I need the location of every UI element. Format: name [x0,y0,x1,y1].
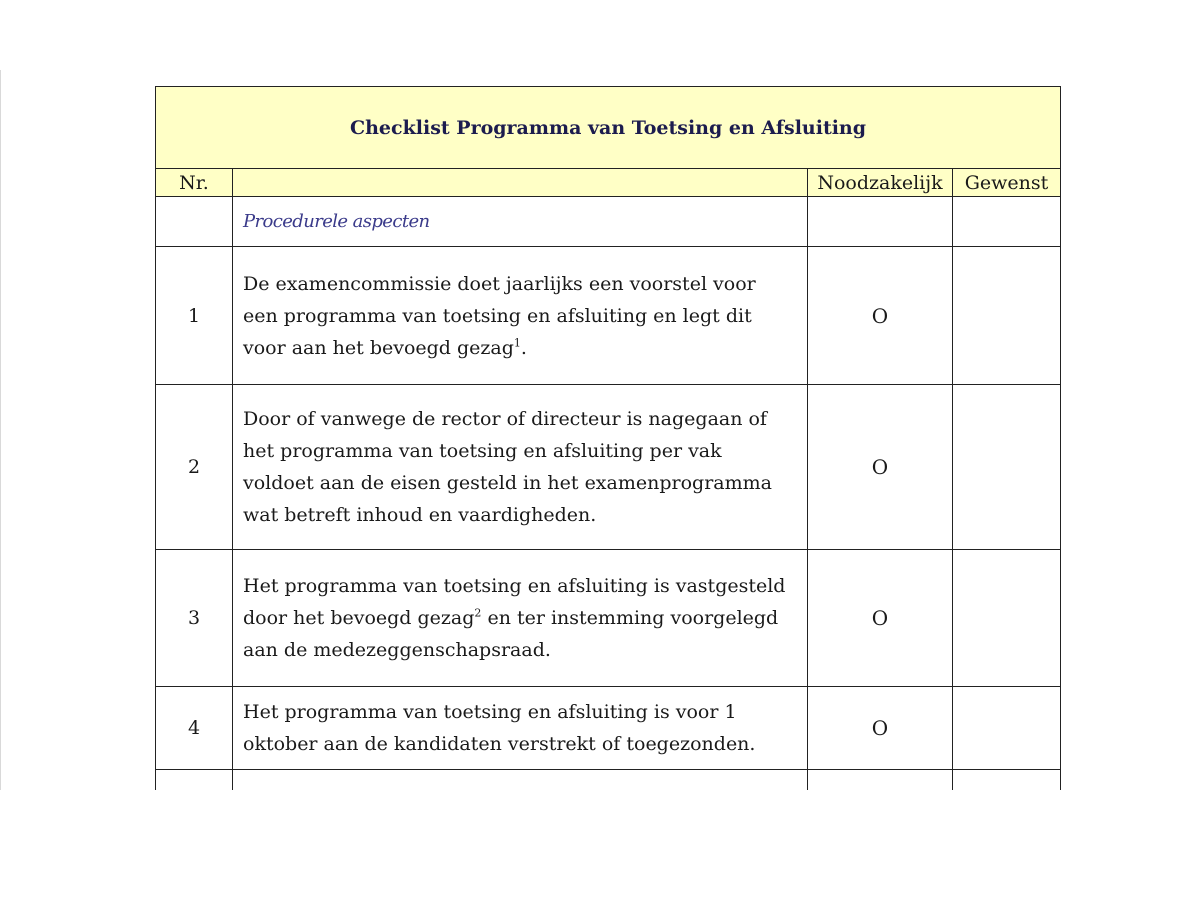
row-text [233,550,808,687]
footnote-marker: 1 [513,336,521,350]
section-label: Procedurele aspecten [233,197,808,247]
footnote-marker: 2 [474,606,482,620]
row-number: 1 [156,247,233,385]
desired-mark [953,247,1061,385]
section-desired-cell [953,197,1061,247]
section-row [156,197,1061,247]
header-required: Noodzakelijk [808,169,953,197]
table-row-partial [156,770,1061,791]
header-row [156,169,1061,197]
table-row [156,247,1061,385]
checklist-table [155,86,1061,790]
desired-mark [953,687,1061,770]
row-text [233,770,808,791]
row-number: 2 [156,385,233,550]
desired-mark [953,770,1061,791]
row-number: 3 [156,550,233,687]
title-row [156,87,1061,169]
required-mark [808,770,953,791]
required-mark: O [808,247,953,385]
section-nr-cell [156,197,233,247]
table-row [156,687,1061,770]
required-mark: O [808,385,953,550]
table-row [156,550,1061,687]
row-text-main: Het programma van toetsing en afsluiting is vastgesteld door het bevoegd gezag [243,575,786,629]
row-number: 4 [156,687,233,770]
table-row [156,385,1061,550]
desired-mark [953,385,1061,550]
row-text: Het programma van toetsing en afsluiting is voor 1 oktober aan de kandidaten verstrekt of toegezonden. [233,687,808,770]
section-required-cell [808,197,953,247]
required-mark: O [808,550,953,687]
row-text-main: De examencommissie doet jaarlijks een voorstel voor een programma van toetsing en afsluiting en legt dit voor aan het bevoegd gezag [243,272,756,359]
row-number [156,770,233,791]
header-nr: Nr. [156,169,233,197]
row-text-end: en ter instemming voorgelegd aan de medezeggenschapsraad. [243,607,779,661]
header-desired: Gewenst [953,169,1061,197]
header-description [233,169,808,197]
document-viewport[interactable] [0,70,1200,790]
row-text: Door of vanwege de rector of directeur is nagegaan of het programma van toetsing en afsluiting per vak voldoet aan de eisen gesteld in het examenprogramma wat betreft inhoud en vaardigheden. [233,385,808,550]
row-text [233,247,808,385]
table-title: Checklist Programma van Toetsing en Afsluiting [156,87,1061,169]
desired-mark [953,550,1061,687]
row-text-end: . [520,336,527,359]
required-mark: O [808,687,953,770]
